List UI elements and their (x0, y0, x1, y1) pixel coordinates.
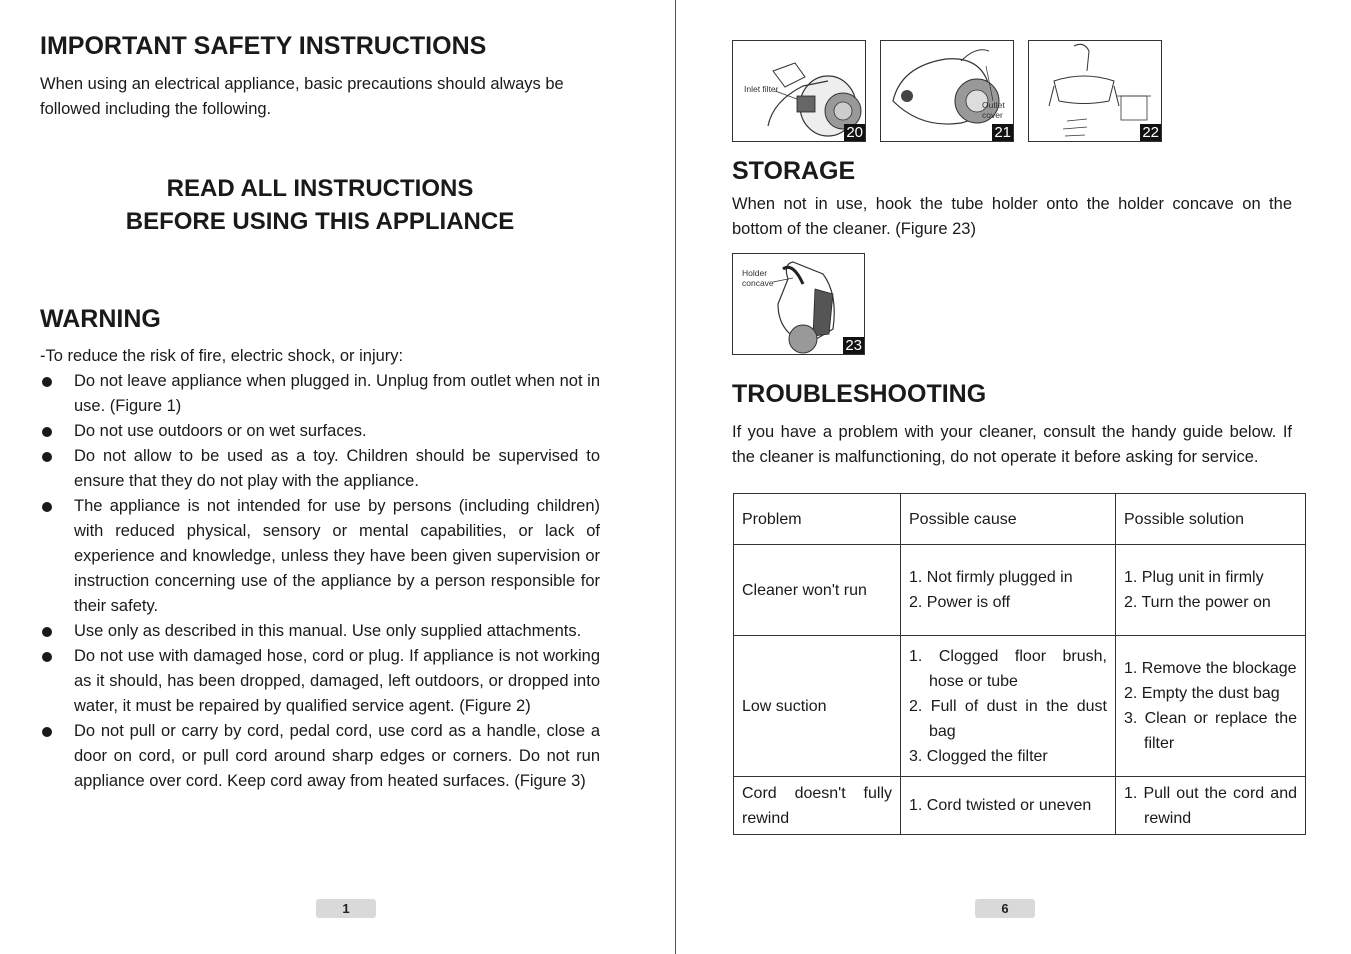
table-row (734, 545, 1306, 636)
figure-23 (732, 253, 865, 355)
solution-item: 3. Clean or replace the filter (1124, 710, 1297, 752)
solution-item: 2. Empty the dust bag (1124, 685, 1280, 702)
solution-cell (1116, 777, 1306, 835)
figure-21-caption-line-2: cover (982, 110, 1003, 120)
warning-item: Do not use outdoors or on wet surfaces. (40, 419, 600, 444)
figure-20 (732, 40, 866, 142)
intro-paragraph: When using an electrical appliance, basic precautions should always be followed including the following. (40, 75, 564, 118)
figure-20-number: 20 (846, 124, 863, 141)
bullet-icon (42, 427, 52, 437)
header-cause: Possible cause (901, 494, 1116, 545)
problem-cell: Low suction (734, 636, 901, 777)
problem-cell: Cord doesn't fully rewind (734, 777, 901, 835)
solution-item: 1. Plug unit in firmly (1124, 569, 1264, 586)
page-number-right: 6 (975, 899, 1035, 918)
page-number-left: 1 (316, 899, 376, 918)
warning-item: Do not allow to be used as a toy. Children should be supervised to ensure that they do not play with the appliance. (40, 444, 600, 494)
cause-item: 1. Clogged floor brush, hose or tube (909, 647, 1107, 690)
table-row (734, 636, 1306, 777)
warning-item: Do not pull or carry by cord, pedal cord, use cord as a handle, close a door on cord, or pull cord around sharp edges or corners. Do not run appliance over cord. Keep cord away from heated surfaces. (Figure 3) (40, 719, 600, 794)
solution-item: 1. Remove the blockage (1124, 660, 1297, 677)
bullet-icon (42, 377, 52, 387)
read-all-line-1: READ ALL INSTRUCTIONS (166, 175, 474, 202)
figure-23-number: 23 (845, 337, 862, 354)
right-page (676, 0, 1351, 954)
read-all-notice (40, 172, 600, 238)
bullet-icon (42, 652, 52, 662)
header-solution: Possible solution (1116, 494, 1306, 545)
read-all-line-2: BEFORE USING THIS APPLIANCE (125, 208, 515, 235)
warning-item: Do not leave appliance when plugged in. Unplug from outlet when not in use. (Figure 1) (40, 369, 600, 419)
warning-lead: -To reduce the risk of fire, electric shock, or injury: (40, 347, 404, 365)
figure-23-caption-line-1: Holder (742, 268, 768, 278)
cause-cell (901, 636, 1116, 777)
troubleshooting-table (733, 493, 1306, 835)
header-problem: Problem (734, 494, 901, 545)
left-page (0, 0, 675, 954)
table-header-row (734, 494, 1306, 545)
cause-cell (901, 777, 1116, 835)
table-row (734, 777, 1306, 835)
warning-list (40, 369, 600, 794)
safety-title: IMPORTANT SAFETY INSTRUCTIONS (40, 32, 487, 60)
warning-heading: WARNING (40, 305, 161, 333)
cause-item: 3. Clogged the filter (909, 747, 1048, 765)
storage-paragraph: When not in use, hook the tube holder onto the holder concave on the bottom of the cleaner. (Figure 23) (732, 195, 1292, 238)
solution-cell (1116, 636, 1306, 777)
figure-22-number: 22 (1142, 124, 1159, 141)
figure-21 (880, 40, 1014, 142)
troubleshooting-heading: TROUBLESHOOTING (732, 380, 987, 408)
cause-item: 1. Not firmly plugged in (909, 569, 1073, 586)
bullet-icon (42, 502, 52, 512)
warning-item: Do not use with damaged hose, cord or plug. If appliance is not working as it should, has been dropped, damaged, left outdoors, or dropped into water, it must be repaired by qualified service agent. (Figure 2) (40, 644, 600, 719)
cause-item: 2. Power is off (909, 594, 1011, 611)
cause-item: 2. Full of dust in the dust bag (909, 697, 1107, 740)
solution-item: 2. Turn the power on (1124, 594, 1271, 611)
figure-21-caption-line-1: Outlet (982, 100, 1005, 110)
solution-item: 1. Pull out the cord and rewind (1124, 784, 1297, 827)
figure-20-caption: Inlet filter (744, 84, 779, 94)
figure-21-number: 21 (994, 124, 1011, 141)
warning-item: The appliance is not intended for use by persons (including children) with reduced physical, sensory or mental capabilities, or lack of experience and knowledge, unless they have been given supervision or instruction concerning use of the appliance by a person responsible for their safety. (40, 494, 600, 619)
figure-22 (1028, 40, 1162, 142)
bullet-icon (42, 627, 52, 637)
cause-cell (901, 545, 1116, 636)
bullet-icon (42, 727, 52, 737)
cause-item: 1. Cord twisted or uneven (909, 797, 1092, 814)
figure-23-caption-line-2: concave (742, 278, 774, 288)
problem-cell: Cleaner won't run (734, 545, 901, 636)
solution-cell (1116, 545, 1306, 636)
warning-item: Use only as described in this manual. Use only supplied attachments. (40, 619, 600, 644)
storage-heading: STORAGE (732, 157, 856, 185)
bullet-icon (42, 452, 52, 462)
troubleshooting-paragraph: If you have a problem with your cleaner, consult the handy guide below. If the cleaner is malfunctioning, do not operate it before asking for service. (732, 423, 1292, 466)
